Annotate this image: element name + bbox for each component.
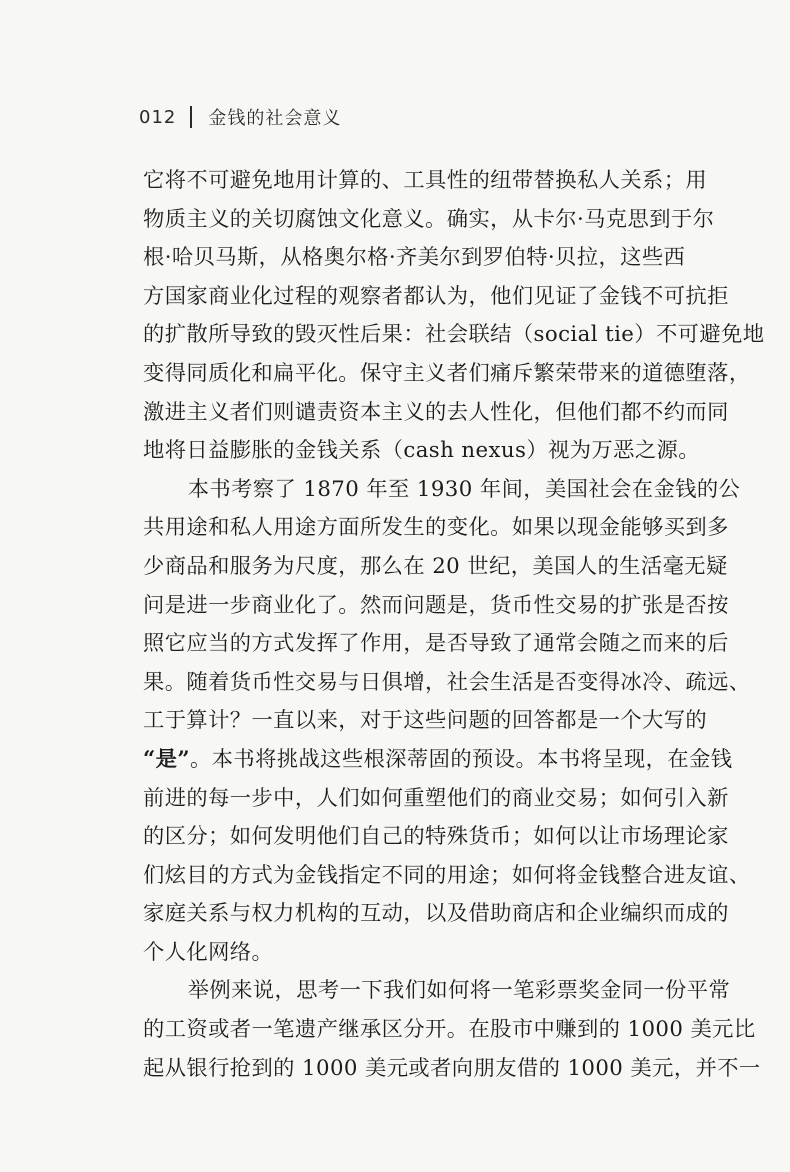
header-divider xyxy=(190,106,192,128)
text-line: 的区分；如何发明他们自己的特殊货币；如何以让市场理论家 xyxy=(143,824,729,850)
text-line: 变得同质化和扁平化。保守主义者们痛斥繁荣带来的道德堕落， xyxy=(143,360,751,386)
paragraph-3 xyxy=(143,972,761,1088)
text-line: 照它应当的方式发挥了作用，是否导致了通常会随之而来的后 xyxy=(143,631,729,657)
text-line: 举例来说，思考一下我们如何将一笔彩票奖金同一份平常 xyxy=(187,978,731,1004)
text-line: 共用途和私人用途方面所发生的变化。如果以现金能够买到多 xyxy=(143,515,729,541)
text-line: 地将日益膨胀的金钱关系（cash nexus）视为万恶之源。 xyxy=(143,438,700,464)
text-line: 方国家商业化过程的观察者都认为，他们见证了金钱不可抗拒 xyxy=(143,283,729,309)
text-line: 问是进一步商业化了。然而问题是，货币性交易的扩张是否按 xyxy=(143,592,729,618)
text-line: 少商品和服务为尺度，那么在 20 世纪，美国人的生活毫无疑 xyxy=(143,553,728,579)
text-line: 的扩散所导致的毁灭性后果：社会联结（social tie）不可避免地 xyxy=(143,322,765,348)
text-line: 前进的每一步中，人们如何重塑他们的商业交易；如何引入新 xyxy=(143,785,729,811)
page-number: 012 xyxy=(139,106,177,128)
body-text xyxy=(143,162,765,1088)
running-header xyxy=(139,102,341,132)
text-line: 本书考察了 1870 年至 1930 年间，美国社会在金钱的公 xyxy=(187,476,741,502)
text-line: 激进主义者们则谴责资本主义的去人性化，但他们都不约而同 xyxy=(143,399,729,425)
text-segment: 。本书将挑战这些根深蒂固的预设。本书将呈现，在金钱 xyxy=(190,746,733,772)
text-line: 家庭关系与权力机构的互动，以及借助商店和企业编织而成的 xyxy=(143,901,729,927)
text-line: 起从银行抢到的 1000 美元或者向朋友借的 1000 美元，并不一 xyxy=(143,1055,761,1081)
text-line: 物质主义的关切腐蚀文化意义。确实，从卡尔·马克思到于尔 xyxy=(143,206,715,232)
text-line: 它将不可避免地用计算的、工具性的纽带替换私人关系；用 xyxy=(143,168,708,193)
running-title: 金钱的社会意义 xyxy=(208,108,342,129)
text-line xyxy=(143,741,733,780)
emphasis-yes: “是” xyxy=(143,746,190,772)
text-line: 的工资或者一笔遗产继承区分开。在股市中赚到的 1000 美元比 xyxy=(143,1017,756,1043)
text-line: 工于算计？一直以来，对于这些问题的回答都是一个大写的 xyxy=(143,708,708,734)
text-line: 们炫目的方式为金钱指定不同的用途；如何将金钱整合进友谊、 xyxy=(143,862,751,888)
paragraph-2 xyxy=(143,471,751,973)
paragraph-1 xyxy=(143,162,765,471)
text-line: 果。随着货币性交易与日俱增，社会生活是否变得冰冷、疏远、 xyxy=(143,669,751,695)
text-line: 个人化网络。 xyxy=(143,939,274,965)
text-line: 根·哈贝马斯，从格奥尔格·齐美尔到罗伯特·贝拉，这些西 xyxy=(143,245,686,271)
